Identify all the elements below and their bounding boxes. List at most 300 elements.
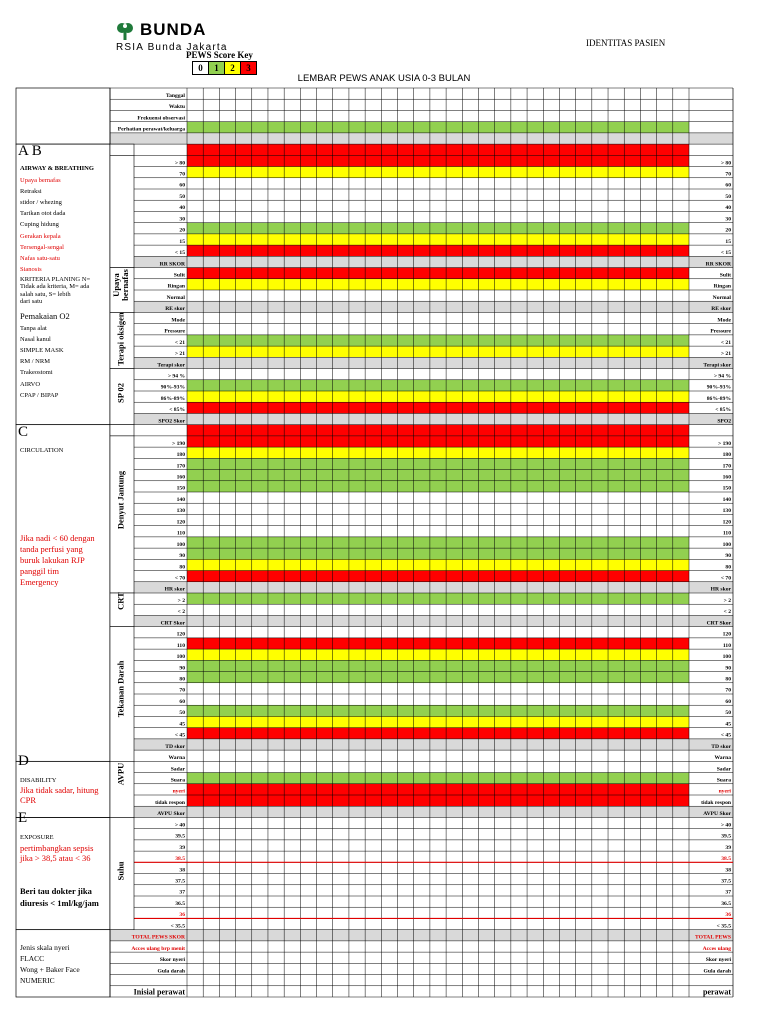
- row-band: [187, 660, 689, 671]
- row-label: 30: [179, 216, 185, 223]
- row-right-label: 170: [722, 463, 731, 470]
- circulation-note-line: buruk lakukan RJP: [20, 555, 85, 565]
- row-label: Mode: [171, 317, 185, 324]
- row-right-label: 120: [722, 519, 731, 526]
- row-right-label: Normal: [712, 294, 731, 301]
- row-label: 120: [176, 631, 185, 638]
- row-right-label: nyeri: [718, 788, 731, 795]
- row-right-cell: [689, 122, 733, 133]
- row-label: Sulit: [173, 272, 185, 279]
- row-right-cell: [689, 133, 733, 144]
- row-band: [187, 885, 689, 896]
- row-band: [187, 840, 689, 851]
- row-right-label: Mode: [717, 317, 731, 324]
- row-label: 160: [176, 474, 185, 481]
- sepsis-note-line: pertimbangkan sepsis: [20, 843, 94, 853]
- row-label: nyeri: [172, 788, 185, 795]
- row-band: [187, 503, 689, 514]
- section-ab-letter: A B: [18, 143, 42, 159]
- subsection-label-box: [110, 144, 134, 155]
- vlabel-upaya-2: bernafas: [120, 269, 130, 301]
- row-label: 36.5: [175, 900, 185, 907]
- row-label: 39: [179, 844, 185, 851]
- vlabel-tekanan-darah: Tekanan Darah: [115, 660, 126, 718]
- row-right-label: > 80: [720, 160, 731, 167]
- diuresis-note: [20, 885, 99, 909]
- row-right-label: 90%-93%: [706, 384, 731, 391]
- section-d-title: DISABILITY: [20, 777, 57, 784]
- disability-note-line: CPR: [20, 795, 37, 805]
- vlabel-denyut-jantung: Denyut Jantung: [115, 470, 126, 530]
- row-right-label: Suara: [716, 777, 731, 784]
- score-key-0: 0: [193, 62, 209, 74]
- row-label: 37.5: [175, 878, 185, 885]
- row-label: Skor nyeri: [159, 957, 185, 964]
- row-band: [187, 851, 689, 862]
- row-band: [187, 211, 689, 222]
- row-band: [187, 380, 689, 391]
- row-band: [187, 918, 689, 929]
- row-band: [187, 907, 689, 918]
- row-right-label: 37.5: [721, 878, 731, 885]
- row-band: [187, 750, 689, 761]
- row-band: [187, 402, 689, 413]
- circulation-note-line: panggil tim: [20, 566, 59, 576]
- section-header-box: [16, 88, 110, 144]
- row-label: 20: [179, 227, 185, 234]
- row-label: < 85%: [169, 407, 185, 414]
- row-right-label: < 21: [720, 339, 731, 346]
- row-label: TD skor: [165, 743, 185, 750]
- row-band: [187, 896, 689, 907]
- ab-items-line: Nafas satu-satu: [20, 254, 60, 262]
- row-right-label: Pressure: [710, 328, 731, 335]
- row-label: < 2: [177, 609, 185, 616]
- score-key-3: 3: [241, 62, 256, 74]
- row-band: [187, 324, 689, 335]
- row-label: < 35.5: [170, 923, 185, 930]
- row-label: < 15: [174, 250, 185, 257]
- row-right-label: 60: [725, 698, 731, 705]
- row-band: [187, 716, 689, 727]
- row-label: > 94 %: [167, 373, 185, 380]
- circulation-note: [20, 533, 95, 588]
- row-band: [187, 144, 689, 155]
- row-right-label: 90: [725, 553, 731, 560]
- row-label: RR SKOR: [159, 261, 185, 268]
- row-right-label: 86%-89%: [706, 395, 731, 402]
- row-label-cell: [110, 133, 187, 144]
- row-band: [187, 88, 689, 99]
- row-band: [187, 559, 689, 570]
- row-label: 80: [179, 564, 185, 571]
- row-right-label: 36.5: [721, 900, 731, 907]
- row-right-label: < 15: [720, 250, 731, 257]
- row-right-label: 140: [722, 496, 731, 503]
- row-band: [187, 941, 689, 952]
- row-band: [187, 189, 689, 200]
- ab-items-line: Retraksi: [20, 188, 42, 196]
- row-right-label: 36: [725, 912, 731, 919]
- row-band: [187, 537, 689, 548]
- row-band: [187, 784, 689, 795]
- row-right-label: 100: [722, 654, 731, 661]
- row-band: [187, 963, 689, 974]
- row-right-label: Ringan: [713, 283, 731, 290]
- o2-items-line: Trakeostomi: [20, 369, 53, 377]
- row-right-label: 39: [725, 844, 731, 851]
- row-right-label: Gula darah: [703, 968, 731, 975]
- row-label: 100: [176, 654, 185, 661]
- row-band: [187, 829, 689, 840]
- o2-items-line: AIRVO: [20, 380, 41, 388]
- row-right-cell: [689, 144, 733, 155]
- ab-items-line: Cuping hidung: [20, 221, 59, 229]
- row-label: 80: [179, 676, 185, 683]
- row-label: > 21: [174, 351, 185, 358]
- row-right-cell: [689, 88, 733, 99]
- row-label: tidak respon: [155, 799, 185, 806]
- row-label: 90: [179, 665, 185, 672]
- row-label: 60: [179, 182, 185, 189]
- row-right-label: CRT Skor: [706, 620, 731, 627]
- row-band: [187, 773, 689, 784]
- row-label: 38: [179, 867, 185, 874]
- row-right-label: tidak respon: [701, 799, 731, 806]
- row-band: [187, 256, 689, 267]
- row-band: [187, 548, 689, 559]
- row-label: 36: [179, 912, 185, 919]
- row-right-label: < 85%: [715, 407, 731, 414]
- ab-kriteria-line: salah satu, S= lebih: [20, 290, 71, 298]
- row-band: [187, 874, 689, 885]
- row-label: 110: [176, 642, 185, 649]
- row-right-label: 150: [722, 485, 731, 492]
- row-label: 39.5: [175, 833, 185, 840]
- bottom-items-line: Jenis skala nyeri: [20, 943, 70, 952]
- row-right-label: 120: [722, 631, 731, 638]
- ab-kriteria-line: KRITERIA PLANING N=: [20, 276, 91, 283]
- row-label: 110: [176, 530, 185, 537]
- row-label: 150: [176, 485, 185, 492]
- row-band: [187, 817, 689, 828]
- sepsis-note: [20, 843, 93, 863]
- row-band: [187, 571, 689, 582]
- section-e-title: EXPOSURE: [20, 834, 54, 841]
- row-right-label: 15: [725, 238, 731, 245]
- row-right-label: 80: [725, 564, 731, 571]
- row-label: 140: [176, 496, 185, 503]
- ab-items-line: Gerakan kepala: [20, 232, 61, 240]
- row-label: Perhatian perawat/keluarga: [117, 126, 185, 133]
- row-label: TOTAL PEWS SKOR: [131, 934, 185, 941]
- row-right-label: 180: [722, 452, 731, 459]
- row-label: 130: [176, 508, 185, 515]
- row-band: [187, 279, 689, 290]
- score-key-1: 1: [209, 62, 225, 74]
- circulation-note-line: Jika nadi < 60 dengan: [20, 533, 95, 543]
- row-right-label: 50: [725, 193, 731, 200]
- row-label: Sadar: [170, 766, 185, 773]
- row-band: [187, 739, 689, 750]
- row-band: [187, 290, 689, 301]
- row-label: 45: [179, 721, 185, 728]
- row-label: Frekuensi observasi: [137, 115, 185, 122]
- row-label: Tanggal: [165, 92, 185, 99]
- vlabel-upaya-1: Upaya: [111, 273, 121, 297]
- vlabel-terapi-oksigen: Terapi oksigen: [115, 312, 126, 366]
- o2-items-line: RM / NRM: [20, 358, 50, 366]
- row-label: Gula darah: [157, 968, 185, 975]
- row-right-label: 50: [725, 710, 731, 717]
- section-c-box: [16, 425, 110, 762]
- brand-name: BUNDA: [140, 20, 207, 39]
- row-right-label: 30: [725, 216, 731, 223]
- row-label: 120: [176, 519, 185, 526]
- ab-items-line: Tersengal-sengal: [20, 243, 64, 251]
- row-label: Acces ulang brp menit: [131, 945, 185, 952]
- row-band: [187, 952, 689, 963]
- row-label: Waktu: [168, 104, 185, 111]
- section-c-title: CIRCULATION: [20, 447, 64, 454]
- row-right-label: 37: [725, 889, 731, 896]
- row-right-label: > 190: [718, 440, 731, 447]
- diuresis-note-line: diuresis < 1ml/kg/jam: [20, 898, 99, 908]
- row-right-label: SPO2: [717, 418, 731, 425]
- row-label: HR skor: [164, 586, 185, 593]
- row-right-label: RR SKOR: [705, 261, 731, 268]
- row-right-label: 38.5: [721, 856, 731, 863]
- vlabel-avpu: AVPU: [115, 762, 126, 786]
- bottom-items-line: Wong + Baker Face: [20, 965, 80, 975]
- row-band: [187, 133, 689, 144]
- row-label: 170: [176, 463, 185, 470]
- row-band: [187, 346, 689, 357]
- row-label: < 70: [174, 575, 185, 582]
- row-label: Suara: [170, 777, 185, 784]
- row-right-cell: [689, 110, 733, 121]
- row-band: [187, 268, 689, 279]
- vlabel-suhu: Suhu: [115, 861, 126, 881]
- row-band: [187, 234, 689, 245]
- bottom-items-line: FLACC: [20, 954, 45, 964]
- row-band: [187, 492, 689, 503]
- row-right-label: Skor nyeri: [705, 957, 731, 964]
- row-label: Warna: [168, 755, 185, 762]
- o2-items-line: SIMPLE MASK: [20, 347, 64, 355]
- row-label: Pressure: [164, 328, 185, 335]
- o2-items-line: Tanpa alat: [20, 325, 47, 332]
- ab-kriteria-line: dari satu: [20, 298, 43, 306]
- row-right-label: AVPU Skor: [703, 811, 731, 818]
- row-label: > 2: [177, 597, 185, 604]
- row-band: [187, 930, 689, 941]
- row-band: [187, 99, 689, 110]
- ab-kriteria-line: Tidak ada kriteria, M= ada: [20, 283, 90, 291]
- row-band: [187, 672, 689, 683]
- row-band: [187, 526, 689, 537]
- row-label: 90%-93%: [160, 384, 185, 391]
- row-label: Ringan: [167, 283, 185, 290]
- row-right-label: > 40: [720, 822, 731, 829]
- row-right-label: 40: [725, 205, 731, 212]
- section-ab-title: AIRWAY & BREATHING: [20, 165, 94, 172]
- row-label: 86%-89%: [160, 395, 185, 402]
- row-right-label: 130: [722, 508, 731, 515]
- subsection-label-box: [110, 425, 134, 436]
- section-bottom-box: [16, 930, 110, 997]
- row-right-label: 110: [722, 530, 731, 537]
- row-label: Normal: [166, 294, 185, 301]
- row-band: [187, 728, 689, 739]
- row-band: [187, 975, 689, 986]
- row-band: [187, 391, 689, 402]
- row-label: 15: [179, 238, 185, 245]
- row-band: [187, 806, 689, 817]
- row-label: 70: [179, 171, 185, 178]
- row-label: 100: [176, 541, 185, 548]
- bottom-items-line: NUMERIC: [20, 976, 55, 986]
- row-label: 50: [179, 710, 185, 717]
- row-right-label: 39.5: [721, 833, 731, 840]
- row-band: [187, 470, 689, 481]
- row-band: [187, 312, 689, 323]
- ab-items-line: Sianosis: [20, 265, 42, 273]
- row-right-label: 60: [725, 182, 731, 189]
- row-right-label: 70: [725, 687, 731, 694]
- row-band: [187, 761, 689, 772]
- circulation-note-line: Emergency: [20, 577, 59, 587]
- row-band: [187, 638, 689, 649]
- row-band: [187, 862, 689, 873]
- row-right-label: HR skor: [710, 586, 731, 593]
- row-label: SPO2 Skor: [158, 418, 185, 425]
- brand-subtitle: RSIA Bunda Jakarta: [116, 42, 228, 53]
- row-right-label: 110: [722, 642, 731, 649]
- row-right-label: Acces ulang: [702, 945, 731, 952]
- row-band: [187, 335, 689, 346]
- row-label: RE skor: [165, 306, 185, 313]
- row-band: [187, 514, 689, 525]
- row-right-label: > 2: [723, 597, 731, 604]
- patient-identity-label: IDENTITAS PASIEN: [586, 38, 666, 48]
- row-band: [187, 604, 689, 615]
- row-band: [187, 357, 689, 368]
- row-label: < 21: [174, 339, 185, 346]
- o2-title: Pemakaian O2: [20, 311, 70, 321]
- row-right-label: 70: [725, 171, 731, 178]
- row-label: 37: [179, 889, 185, 896]
- row-label: 60: [179, 698, 185, 705]
- row-right-label: < 35.5: [716, 923, 731, 930]
- row-label: 40: [179, 205, 185, 212]
- row-right-label: 20: [725, 227, 731, 234]
- ab-items-line: stidor / whezing: [20, 199, 62, 207]
- row-band: [187, 795, 689, 806]
- row-band: [187, 615, 689, 626]
- row-label: Inisial perawat: [133, 987, 185, 997]
- row-right-label: Sadar: [716, 766, 731, 773]
- row-right-cell: [689, 975, 733, 986]
- row-right-label: 90: [725, 665, 731, 672]
- ab-items-line: Upaya bernafas: [20, 177, 61, 184]
- row-band: [187, 593, 689, 604]
- diuresis-note-line: Beri tau dokter jika: [20, 886, 92, 896]
- row-band: [187, 436, 689, 447]
- row-right-label: TOTAL PEWS: [694, 934, 731, 941]
- o2-items-line: Nasal kanul: [20, 336, 51, 344]
- row-label-cell: [110, 975, 187, 986]
- row-label: > 190: [172, 440, 185, 447]
- row-right-cell: [689, 425, 733, 436]
- row-band: [187, 301, 689, 312]
- row-label: 180: [176, 452, 185, 459]
- row-label: AVPU Skor: [157, 811, 185, 818]
- row-right-label: < 2: [723, 609, 731, 616]
- row-band: [187, 369, 689, 380]
- row-right-label: > 21: [720, 351, 731, 358]
- row-band: [187, 178, 689, 189]
- row-right-label: Warna: [714, 755, 731, 762]
- row-band: [187, 122, 689, 133]
- o2-items-line: CPAP / BIPAP: [20, 391, 59, 399]
- row-band: [187, 627, 689, 638]
- row-right-cell: [689, 99, 733, 110]
- row-right-label: 100: [722, 541, 731, 548]
- row-right-label: Sulit: [719, 272, 731, 279]
- row-band: [187, 481, 689, 492]
- row-label: Terapi skor: [157, 362, 185, 369]
- vlabel-crt: CRT: [115, 592, 126, 610]
- row-label: CRT Skor: [160, 620, 185, 627]
- vlabel-upaya-bernafas: [112, 269, 130, 301]
- row-band: [187, 582, 689, 593]
- row-band: [187, 447, 689, 458]
- row-label: > 80: [174, 160, 185, 167]
- row-label: > 40: [174, 822, 185, 829]
- section-d-letter: D: [18, 753, 29, 769]
- row-band: [187, 458, 689, 469]
- row-band: [187, 200, 689, 211]
- page-title: LEMBAR PEWS ANAK USIA 0-3 BULAN: [297, 73, 471, 84]
- row-band: [187, 425, 689, 436]
- row-label: 38.5: [175, 856, 185, 863]
- row-right-label: 80: [725, 676, 731, 683]
- row-band: [187, 245, 689, 256]
- row-right-label: perawat: [703, 987, 731, 997]
- section-e-letter: E: [18, 810, 28, 826]
- row-right-label: > 94 %: [713, 373, 731, 380]
- row-label: 50: [179, 193, 185, 200]
- row-band: [187, 986, 689, 997]
- row-right-label: 160: [722, 474, 731, 481]
- row-right-label: RE skor: [711, 306, 731, 313]
- disability-note: [20, 785, 99, 805]
- row-band: [187, 155, 689, 166]
- row-right-label: Terapi skor: [703, 362, 731, 369]
- row-right-label: < 45: [720, 732, 731, 739]
- row-band: [187, 649, 689, 660]
- row-right-label: 45: [725, 721, 731, 728]
- row-right-label: TD skor: [711, 743, 731, 750]
- sepsis-note-line: jika > 38,5 atau < 36: [20, 853, 91, 863]
- row-label: < 45: [174, 732, 185, 739]
- row-band: [187, 413, 689, 424]
- score-key-label: PEWS Score Key: [186, 50, 253, 60]
- vlabel-sp02: SP 02: [115, 382, 126, 404]
- row-label: 70: [179, 687, 185, 694]
- row-band: [187, 694, 689, 705]
